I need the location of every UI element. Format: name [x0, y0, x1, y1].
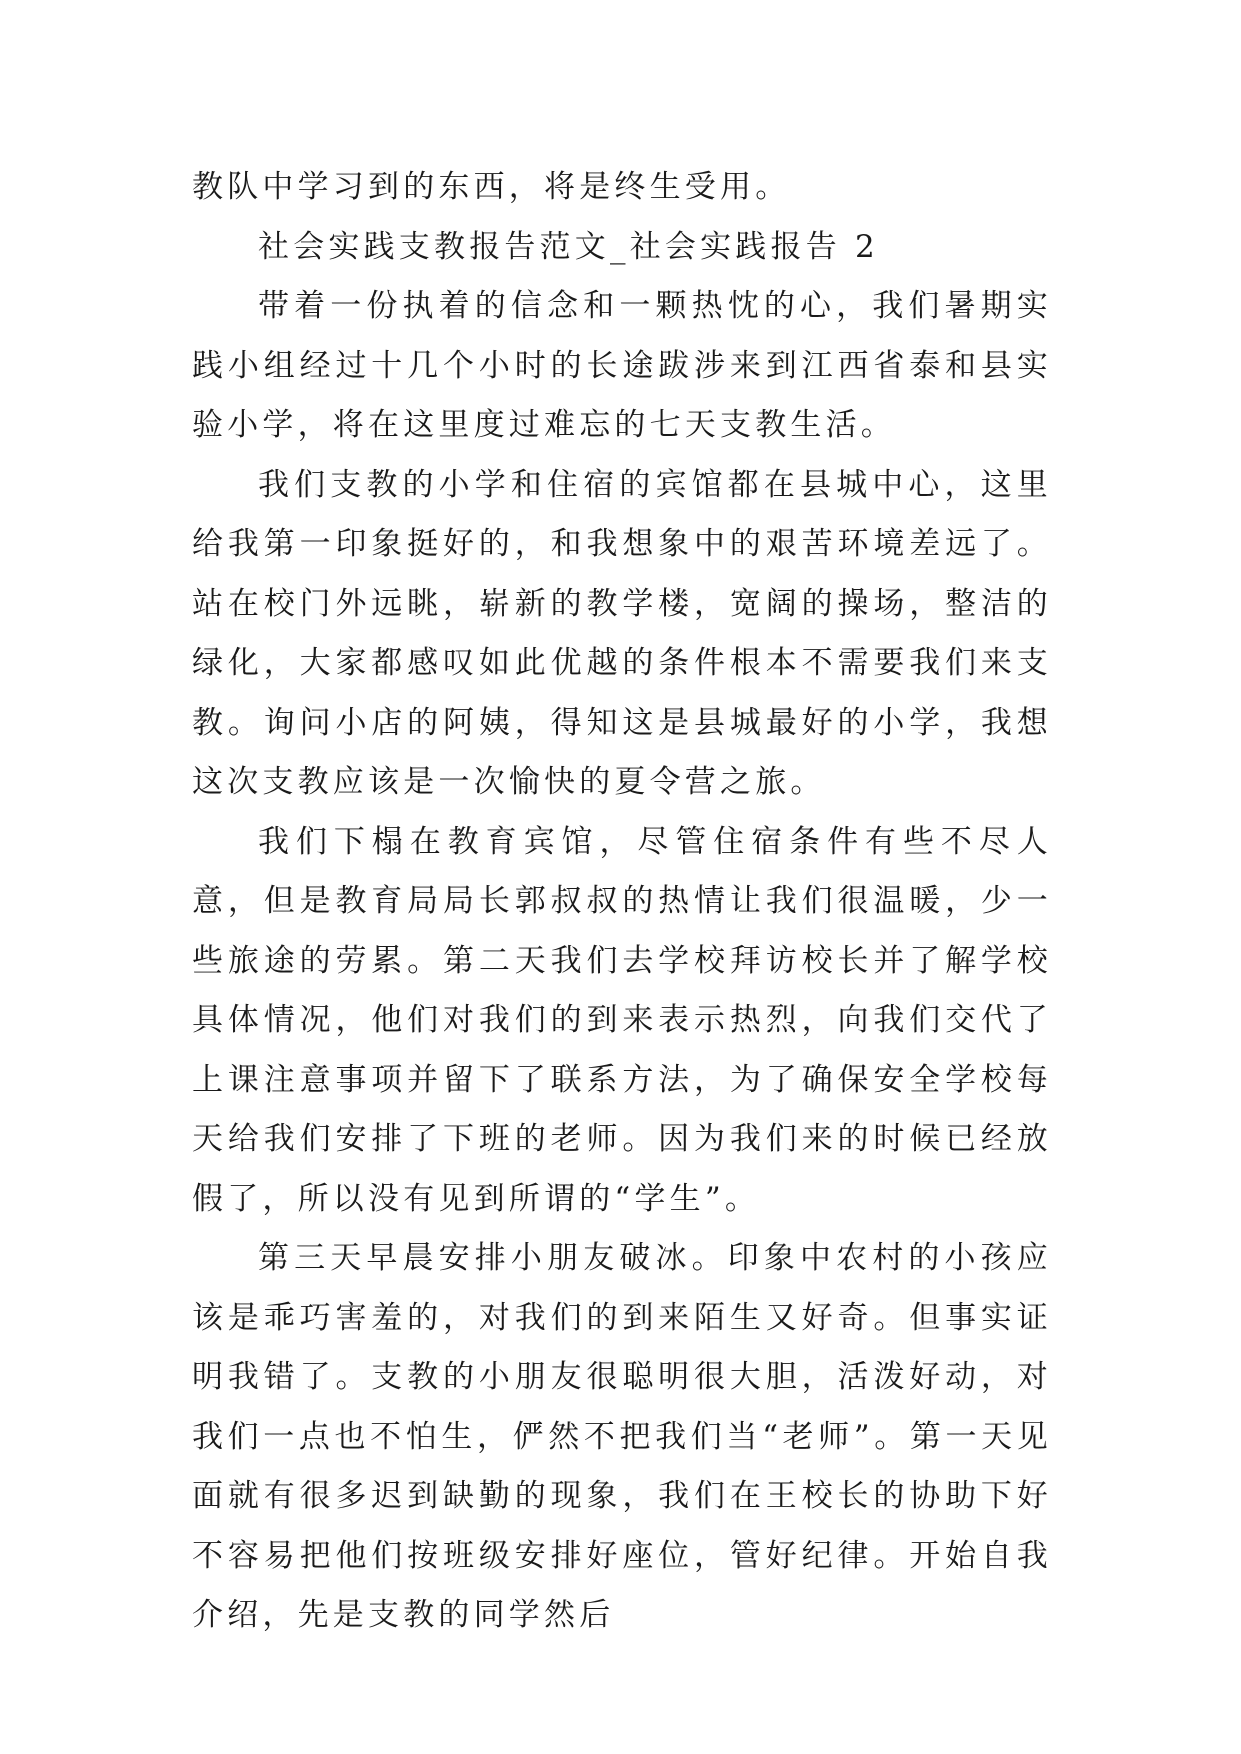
document-body — [192, 158, 1052, 1646]
paragraph-accommodation: 我们下榻在教育宾馆，尽管住宿条件有些不尽人意，但是教育局局长郭叔叔的热情让我们很温暖，少一些旅途的劳累。第二天我们去学校拜访校长并了解学校具体情况，他们对我们的到来表示热烈，向我们交代了上课注意事项并留下了联系方法，为了确保安全学校每天给我们安排了下班的老师。因为我们来的时候已经放假了，所以没有见到所谓的“学生”。 — [192, 823, 1052, 1217]
paragraph-icebreaking: 第三天早晨安排小朋友破冰。印象中农村的小孩应该是乖巧害羞的，对我们的到来陌生又好奇。但事实证明我错了。支教的小朋友很聪明很大胆，活泼好动，对我们一点也不怕生，俨然不把我们当“老师”。第一天见面就有很多迟到缺勤的现象，我们在王校长的协助下好不容易把他们按班级安排好座位，管好纪律。开始自我介绍，先是支教的同学然后 — [192, 1240, 1052, 1633]
paragraph-continuation: 教队中学习到的东西，将是终生受用。 — [192, 169, 791, 205]
paragraph-first-impression: 我们支教的小学和住宿的宾馆都在县城中心，这里给我第一印象挺好的，和我想象中的艰苦环境差远了。站在校门外远眺，崭新的教学楼，宽阔的操场，整洁的绿化，大家都感叹如此优越的条件根本不需要我们来支教。询问小店的阿姨，得知这是县城最好的小学，我想这次支教应该是一次愉快的夏令营之旅。 — [192, 466, 1052, 800]
paragraph-intro: 带着一份执着的信念和一颗热忱的心，我们暑期实践小组经过十几个小时的长途跋涉来到江西省泰和县实验小学，将在这里度过难忘的七天支教生活。 — [192, 288, 1052, 443]
section-title: 社会实践支教报告范文_社会实践报告 2 — [258, 228, 879, 265]
